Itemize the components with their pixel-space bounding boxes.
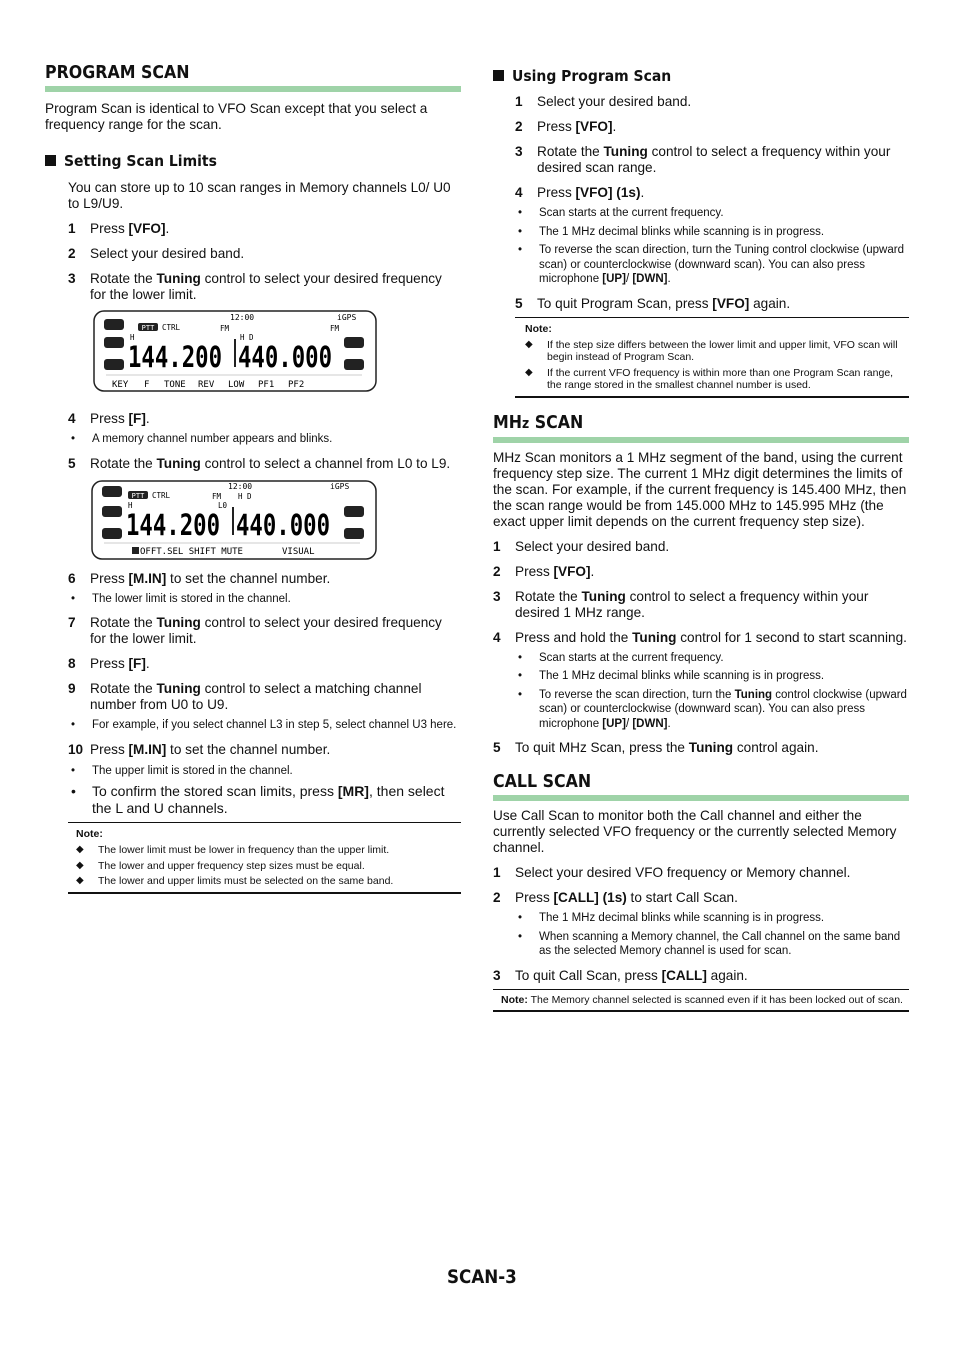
mode-a-label: FM — [212, 491, 222, 501]
clock-label: 12:00 — [230, 313, 255, 322]
call-scan-intro: Use Call Scan to monitor both the Call channel and either the currently selected VFO frequency or the currently selected Memory channel. — [493, 808, 897, 855]
softkey-key: KEY — [112, 380, 129, 390]
mode-a-label: FM — [220, 324, 230, 333]
step-10-bullet: • The upper limit is stored in the channel. — [71, 764, 293, 777]
frequency-a: 144.200 — [126, 507, 220, 542]
step-5: 5 Rotate the Tuning control to select a channel from L0 to L9. — [68, 455, 451, 471]
ctrl-label: CTRL — [162, 323, 181, 332]
setting-note: Note: ◆ The lower limit must be lower in frequency than the upper limit. ◆ The lower and upper frequency step sizes must be equal. ◆ The lower and upper limits must be selected on the same band. — [68, 822, 461, 894]
power-a-label: H — [128, 500, 133, 510]
setting-scan-limits-heading: Setting Scan Limits — [45, 151, 461, 171]
step-8: 8 Press [F]. — [68, 656, 150, 671]
gps-label: iGPS — [330, 481, 350, 491]
lcd-display-2 — [68, 479, 461, 565]
left-column — [45, 62, 461, 894]
softkey-rev: REV — [198, 380, 215, 390]
using-program-scan-heading: Using Program Scan — [493, 66, 909, 86]
section-rule — [493, 437, 909, 443]
lcd-illustration — [90, 479, 390, 563]
mhz-bullet: • To reverse the scan direction, turn the Tuning control clockwise (upward scan) or counterclockwise (downward scan). You can also press microphone [UP]/ [DWN]. — [518, 688, 907, 730]
clock-label: 12:00 — [228, 481, 253, 491]
ctrl-label: CTRL — [152, 490, 171, 500]
page-number: SCAN-3 — [447, 1266, 517, 1288]
square-bullet-icon — [493, 70, 504, 81]
step-10: 10 Press [M.IN] to set the channel number. — [68, 741, 331, 757]
power-b-label: H D — [240, 333, 254, 342]
step-1: 1 Press [VFO]. — [68, 221, 170, 236]
ups-bullet: • The 1 MHz decimal blinks while scanning is in progress. — [518, 225, 825, 238]
mhz-scan-heading — [493, 412, 909, 443]
square-bullet-icon — [45, 155, 56, 166]
power-b-label: H D — [238, 491, 252, 501]
mhz-step-3: 3 Rotate the Tuning control to select a frequency within your desired 1 MHz range. — [493, 588, 869, 620]
channel-label: L0 — [218, 500, 228, 510]
softkey-f: F — [144, 380, 150, 390]
step-7: 7 Rotate the Tuning control to select your desired frequency for the lower limit. — [68, 615, 442, 646]
note-item: Note: The Memory channel selected is scanned even if it has been locked out of scan. — [501, 993, 903, 1006]
softkey-pf2: PF2 — [288, 380, 305, 390]
step-9-bullet: • For example, if you select channel L3 in step 5, select channel U3 here. — [71, 719, 457, 731]
ups-note: Note: ◆ If the step size differs between the lower limit and upper limit, VFO scan will begin instead of Program Scan. ◆ If the current VFO frequency is within more than one Program Scan range, the range stored in the smallest channel number is used. — [515, 317, 909, 398]
ptt-label: PTT — [141, 324, 155, 332]
mhz-step-5: 5 To quit MHz Scan, press the Tuning control again. — [493, 740, 819, 755]
mode-b-label: FM — [330, 324, 340, 333]
frequency-b: 440.000 — [238, 340, 332, 374]
gps-label: iGPS — [337, 313, 357, 322]
setting-intro: You can store up to 10 scan ranges in Memory channels L0/ U0 to L9/U9. — [68, 180, 451, 211]
call-step-2: 2 Press [CALL] (1s) to start Call Scan. — [493, 890, 738, 905]
softkey-low: LOW — [228, 380, 245, 390]
section-rule — [45, 86, 461, 92]
note-item: ◆ The lower limit must be lower in frequency than the upper limit. — [76, 844, 390, 856]
note-item: ◆ If the current VFO frequency is within more than one Program Scan range, the range stored in the smallest channel number is used. — [525, 366, 894, 391]
step-3: 3 Rotate the Tuning control to select your desired frequency for the lower limit. — [68, 271, 442, 302]
step-4: 4 Press [F]. — [68, 411, 150, 426]
menu-labels: OFFT.SEL SHIFT MUTE — [140, 546, 243, 557]
ups-step-1: 1 Select your desired band. — [515, 94, 692, 109]
section-rule — [493, 795, 909, 801]
frequency-b: 440.000 — [236, 507, 330, 542]
ptt-label: PTT — [131, 491, 145, 500]
visual-label: VISUAL — [282, 546, 315, 557]
ups-step-2: 2 Press [VFO]. — [515, 119, 617, 134]
step-2: 2 Select your desired band. — [68, 246, 245, 261]
call-scan-heading — [493, 771, 909, 801]
lcd-display-1 — [68, 309, 461, 401]
section-title: MHz SCAN — [493, 411, 584, 433]
call-note — [493, 989, 909, 1013]
lcd-illustration — [92, 309, 392, 395]
power-a-label: H — [130, 333, 135, 342]
ups-step-5: 5 To quit Program Scan, press [VFO] again. — [515, 295, 791, 311]
call-step-3: 3 To quit Call Scan, press [CALL] again. — [493, 967, 748, 983]
note-item: ◆ The lower and upper limits must be selected on the same band. — [76, 875, 394, 887]
call-step-1: 1 Select your desired VFO frequency or Memory channel. — [493, 865, 851, 880]
frequency-a: 144.200 — [128, 340, 222, 374]
note-item: ◆ If the step size differs between the lower limit and upper limit, VFO scan will begin instead of Program Scan. — [525, 338, 898, 363]
mhz-scan-intro: MHz Scan monitors a 1 MHz segment of the band, using the current frequency step size. The current 1 MHz digit determines the limits of the scan. For example, if the current frequency is 145.400 MHz, then the scan range would be from 145.000 MHz to 145.995 MHz (the exact upper limit depends on the current frequency step size). — [493, 449, 907, 529]
ups-bullet: • To reverse the scan direction, turn the Tuning control clockwise (upward scan) or counterclockwise (downward scan). You can also press microphone [UP]/ [DWN]. — [518, 244, 904, 285]
mhz-step-4: 4 Press and hold the Tuning control for 1 second to start scanning. — [493, 629, 907, 645]
mhz-step-2: 2 Press [VFO]. — [493, 563, 595, 579]
step-9: 9 Rotate the Tuning control to select a matching channel number from U0 to U9. — [68, 681, 422, 712]
ups-step-3: 3 Rotate the Tuning control to select a frequency within your desired scan range. — [515, 144, 891, 175]
softkey-pf1: PF1 — [258, 380, 275, 390]
section-title: PROGRAM SCAN — [45, 62, 190, 83]
mhz-bullet: • Scan starts at the current frequency. — [518, 651, 724, 664]
confirm-bullet: • To confirm the stored scan limits, press [MR], then select the L and U channels. — [71, 783, 445, 816]
section-title: CALL SCAN — [493, 771, 592, 792]
program-scan-heading — [45, 62, 461, 92]
right-column — [493, 66, 909, 1012]
softkey-tone: TONE — [164, 380, 186, 390]
call-bullet: • The 1 MHz decimal blinks while scanning is in progress. — [518, 912, 825, 924]
mhz-step-1: 1 Select your desired band. — [493, 538, 670, 554]
note-item: ◆ The lower and upper frequency step sizes must be equal. — [76, 859, 365, 872]
step-6-bullet: • The lower limit is stored in the channel. — [71, 592, 291, 605]
ups-step-4: 4 Press [VFO] (1s). — [515, 185, 645, 200]
program-scan-intro: Program Scan is identical to VFO Scan except that you select a frequency range for the scan. — [45, 101, 428, 132]
step-6: 6 Press [M.IN] to set the channel number. — [68, 570, 331, 586]
step-4-bullet: • A memory channel number appears and blinks. — [71, 433, 333, 445]
call-bullet: • When scanning a Memory channel, the Call channel on the same band as the selected Memory channel is used for scan. — [518, 930, 901, 957]
mhz-bullet: • The 1 MHz decimal blinks while scanning is in progress. — [518, 670, 825, 682]
ups-bullet: • Scan starts at the current frequency. — [518, 207, 724, 219]
